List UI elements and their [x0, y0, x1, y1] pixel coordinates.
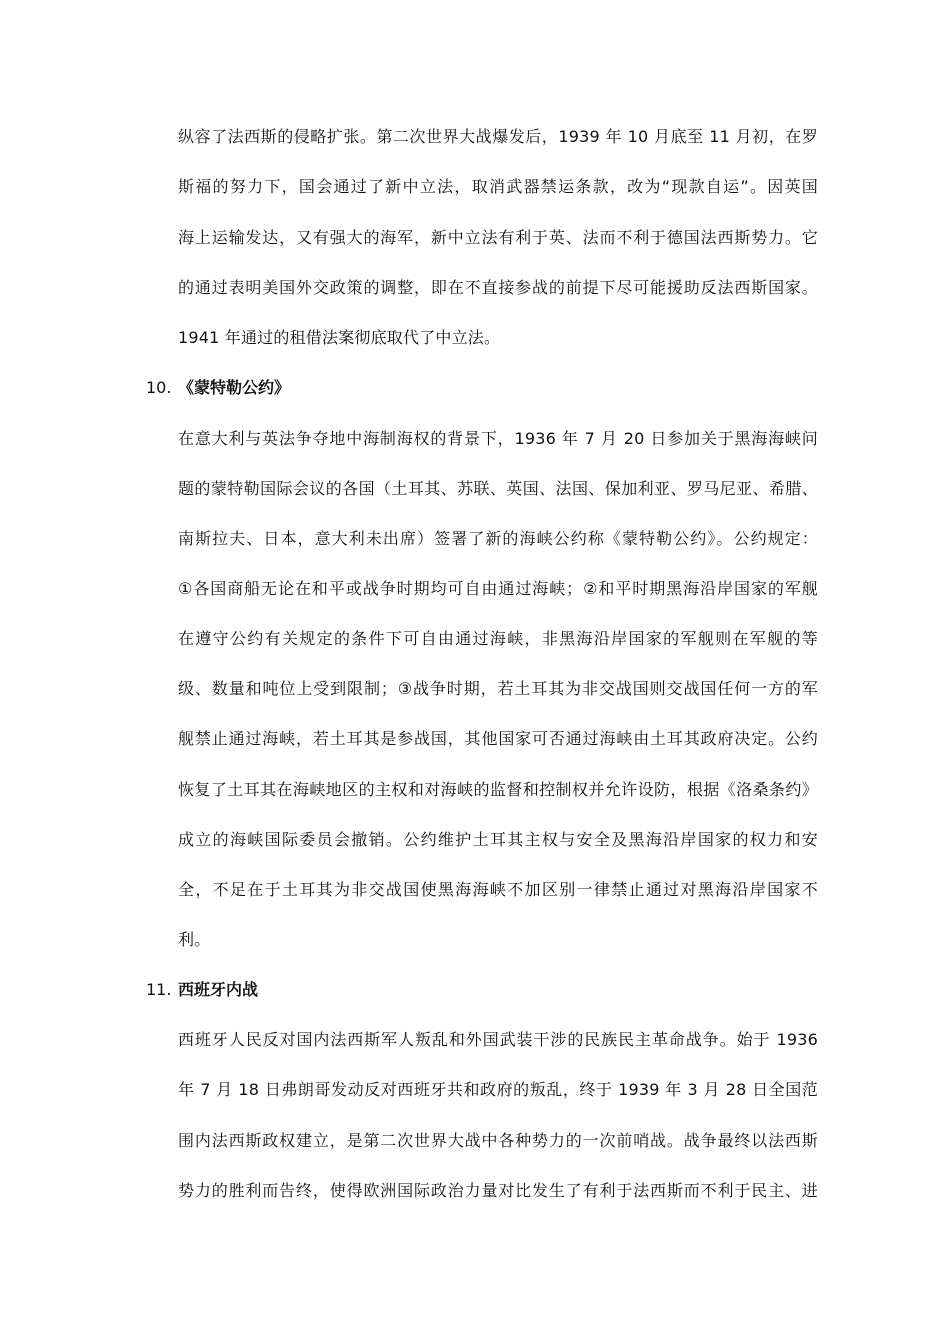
text-line: 在遵守公约有关规定的条件下可自由通过海峡，非黑海沿岸国家的军舰则在军舰的等 — [178, 629, 818, 648]
text-line: 南斯拉夫、日本，意大利未出席）签署了新的海峡公约称《蒙特勒公约》。公约规定： — [178, 529, 818, 548]
text-line: 势力的胜利而告终，使得欧洲国际政治力量对比发生了有利于法西斯而不利于民主、进 — [178, 1181, 818, 1200]
text-line: 西班牙人民反对国内法西斯军人叛乱和外国武装干涉的民族民主革命战争。始于 1936 — [178, 1030, 818, 1049]
text-line: 题的蒙特勒国际会议的各国（土耳其、苏联、英国、法国、保加利亚、罗马尼亚、希腊、 — [178, 479, 818, 498]
text-line: ①各国商船无论在和平或战争时期均可自由通过海峡；②和平时期黑海沿岸国家的军舰 — [178, 579, 818, 598]
text-line: 舰禁止通过海峡，若土耳其是参战国，其他国家可否通过海峡由土耳其政府决定。公约 — [178, 729, 818, 748]
section-number: 11. — [146, 980, 172, 999]
text-line: 的通过表明美国外交政策的调整，即在不直接参战的前提下尽可能援助反法西斯国家。 — [178, 278, 818, 297]
text-line: 围内法西斯政权建立，是第二次世界大战中各种势力的一次前哨战。战争最终以法西斯 — [178, 1131, 818, 1150]
text-line: 年 7 月 18 日弗朗哥发动反对西班牙共和政府的叛乱，终于 1939 年 3 月 28 日全国范 — [178, 1080, 818, 1099]
text-line: 利。 — [178, 930, 211, 949]
text-line: 恢复了土耳其在海峡地区的主权和对海峡的监督和控制权并允许设防，根据《洛桑条约》 — [178, 780, 818, 799]
text-line: 成立的海峡国际委员会撤销。公约维护土耳其主权与安全及黑海沿岸国家的权力和安 — [178, 830, 818, 849]
text-line: 斯福的努力下，国会通过了新中立法，取消武器禁运条款，改为“现款自运”。因英国 — [178, 177, 818, 196]
text-line: 在意大利与英法争夺地中海制海权的背景下，1936 年 7 月 20 日参加关于黑海海峡问 — [178, 429, 818, 448]
text-line: 1941 年通过的租借法案彻底取代了中立法。 — [178, 328, 501, 347]
text-line: 海上运输发达，又有强大的海军，新中立法有利于英、法而不利于德国法西斯势力。它 — [178, 228, 818, 247]
text-line: 级、数量和吨位上受到限制；③战争时期，若土耳其为非交战国则交战国任何一方的军 — [178, 679, 818, 698]
section-title: 西班牙内战 — [178, 980, 259, 999]
section-title: 《蒙特勒公约》 — [178, 378, 291, 397]
section-number: 10. — [146, 378, 172, 397]
text-line: 全，不足在于土耳其为非交战国使黑海海峡不加区别一律禁止通过对黑海沿岸国家不 — [178, 880, 818, 899]
text-line: 纵容了法西斯的侵略扩张。第二次世界大战爆发后，1939 年 10 月底至 11 月初，在罗 — [178, 127, 818, 146]
